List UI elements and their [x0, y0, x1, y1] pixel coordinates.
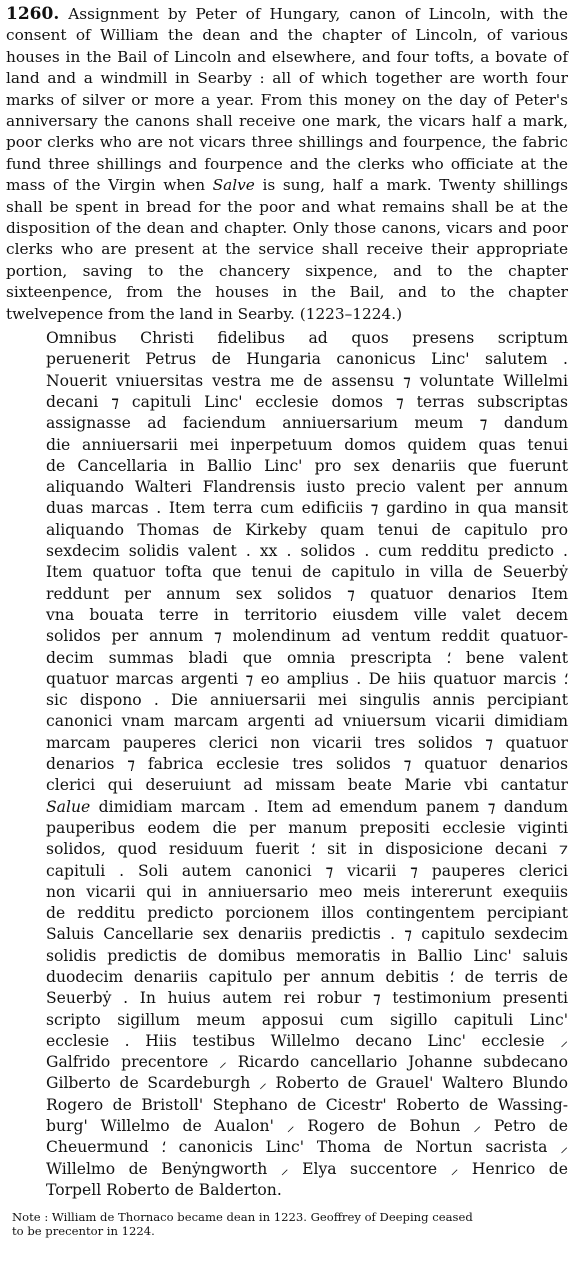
charter-line: capituli . Soli autem canonici ⁊ vicarii ⁊ pauperes clerici: [46, 861, 568, 880]
charter-line: denarios ⁊ fabrica ecclesie tres solidos ⁊ quatuor denarios: [46, 755, 568, 774]
charter-line: pauperibus eodem die per manum prepositi ecclesie viginti: [46, 818, 568, 837]
charter-line: Cheuermund ⸵ canonicis Linc' Thoma de Nortun sacrista ⸝: [46, 1138, 568, 1157]
charter-line: Gilberto de Scardeburgh ⸝ Roberto de Grauel' Waltero Blundo: [46, 1074, 568, 1093]
charter-line: Salue dimidiam marcam . Item ad emendum panem ⁊ dandum: [46, 797, 568, 816]
charter-line: Willelmo de Benẏngworth ⸝ Elya succentore ⸝ Henrico de: [46, 1159, 568, 1178]
charter-line: quatuor marcas argenti ⁊ eo amplius . De hiis quatuor marcis ⸵: [46, 669, 568, 688]
charter-line: Torpell Roberto de Balderton.: [46, 1180, 282, 1199]
charter-line: aliquando Thomas de Kirkeby quam tenui de capitulo pro: [46, 520, 568, 539]
charter-line: marcam pauperes clerici non vicarii tres solidos ⁊ quatuor: [46, 733, 568, 752]
summary-text-part-1: Assignment by Peter of Hungary, canon of Lincoln, with the consent of William the dean and the chapter of Lincoln, of various houses in the Bail of Lincoln and elsewhere, and four tofts, a bovate of land and a windmill in Searby : all of which together are worth four marks of silver or more a year. From this money on the day of Peter's anniversary the canons shall receive one mark, the vicars half a mark, poor clerks who are not vicars three shillings and fourpence, the fabric fund three shillings and fourpence and the clerks who officiate at the mass of the Virgin when: [6, 5, 568, 195]
charter-line: Seuerbẏ . In huius autem rei robur ⁊ testimonium presenti: [46, 989, 568, 1008]
charter-line: Item quatuor tofta que tenui de capitulo in villa de Seuerbẏ: [46, 563, 568, 582]
entry-number: 1260.: [6, 4, 60, 24]
charter-line: canonici vnam marcam argenti ad vniuersum vicarii dimidiam: [46, 712, 568, 731]
footnote-line: to be precentor in 1224.: [12, 1224, 155, 1239]
charter-line: decani ⁊ capituli Linc' ecclesie domos ⁊ terras subscriptas: [46, 392, 568, 411]
entry-summary: [6, 4, 568, 325]
charter-line: die anniuersarii mei inperpetuum domos quidem quas tenui: [46, 435, 568, 454]
footnote-line: Note : William de Thornaco became dean in 1223. Geoffrey of Deeping ceased: [12, 1210, 473, 1225]
charter-line: reddunt per annum sex solidos ⁊ quatuor denarios Item: [46, 584, 568, 603]
charter-line: Omnibus Christi fidelibus ad quos presens scriptum: [46, 329, 568, 348]
charter-line: sexdecim solidis valent . xx . solidos . cum redditu predicto .: [46, 542, 568, 561]
charter-line: Saluis Cancellarie sex denariis predictis . ⁊ capitulo sexdecim: [46, 925, 568, 944]
footnote: [6, 1210, 568, 1238]
charter-line: peruenerit Petrus de Hungaria canonicus Linc' salutem .: [46, 350, 568, 369]
charter-line: decim summas bladi que omnia prescripta ⸵ bene valent: [46, 648, 568, 667]
charter-line: aliquando Walteri Flandrensis iusto precio valent per annum: [46, 478, 568, 497]
charter-line: Rogero de Bristoll' Stephano de Cicestr' Roberto de Wassing-: [46, 1095, 568, 1114]
charter-line: de redditu predicto porcionem illos contingentem percipiant: [46, 904, 568, 923]
charter-line: Galfrido precentore ⸝ Ricardo cancellario Johanne subdecano: [46, 1053, 568, 1072]
summary-text-part-2: is sung, half a mark. Twenty shillings shall be spent in bread for the poor and what remains shall be at the disposition of the dean and chapter. Only those canons, vicars and poor clerks who are present at the service shall receive their appropriate portion, saving to the chancery sixpence, and to the chapter sixteenpence, from the houses in the Bail, and to the chapter twelvepence from the land in Searby. (1223–1224.): [6, 176, 568, 323]
charter-line: solidos, quod residuum fuerit ⸵ sit in disposicione decani ⁊: [46, 840, 568, 859]
charter-line: non vicarii qui in anniuersario meo meis intererunt exequiis: [46, 882, 568, 901]
charter-line: ecclesie . Hiis testibus Willelmo decano Linc' ecclesie ⸝: [46, 1031, 568, 1050]
charter-line: scripto sigillum meum apposui cum sigillo capituli Linc': [46, 1010, 568, 1029]
charter-line: solidos per annum ⁊ molendinum ad ventum reddit quatuor-: [46, 627, 568, 646]
charter-line: solidis predictis de domibus memoratis in Ballio Linc' saluis: [46, 946, 568, 965]
charter-line: de Cancellaria in Ballio Linc' pro sex denariis que fuerunt: [46, 456, 568, 475]
summary-italic-word: Salve: [212, 176, 255, 195]
charter-line: burg' Willelmo de Aualon' ⸝ Rogero de Bohun ⸝ Petro de: [46, 1117, 568, 1136]
charter-line: assignasse ad faciendum anniuersarium meum ⁊ dandum: [46, 414, 568, 433]
charter-line: Nouerit vniuersitas vestra me de assensu ⁊ voluntate Willelmi: [46, 371, 568, 390]
charter-line: duodecim denariis capitulo per annum debitis ⸵ de terris de: [46, 968, 568, 986]
charter-line: sic dispono . Die anniuersarii mei singulis annis percipiant: [46, 691, 568, 710]
charter-line: clerici qui deseruiunt ad missam beate Marie vbi cantatur: [46, 776, 568, 795]
charter-line: vna bouata terre in territorio eiusdem ville valet decem: [46, 605, 568, 624]
latin-charter-text: [6, 328, 568, 1201]
charter-line: duas marcas . Item terra cum edificiis ⁊ gardino in qua mansit: [46, 499, 568, 518]
